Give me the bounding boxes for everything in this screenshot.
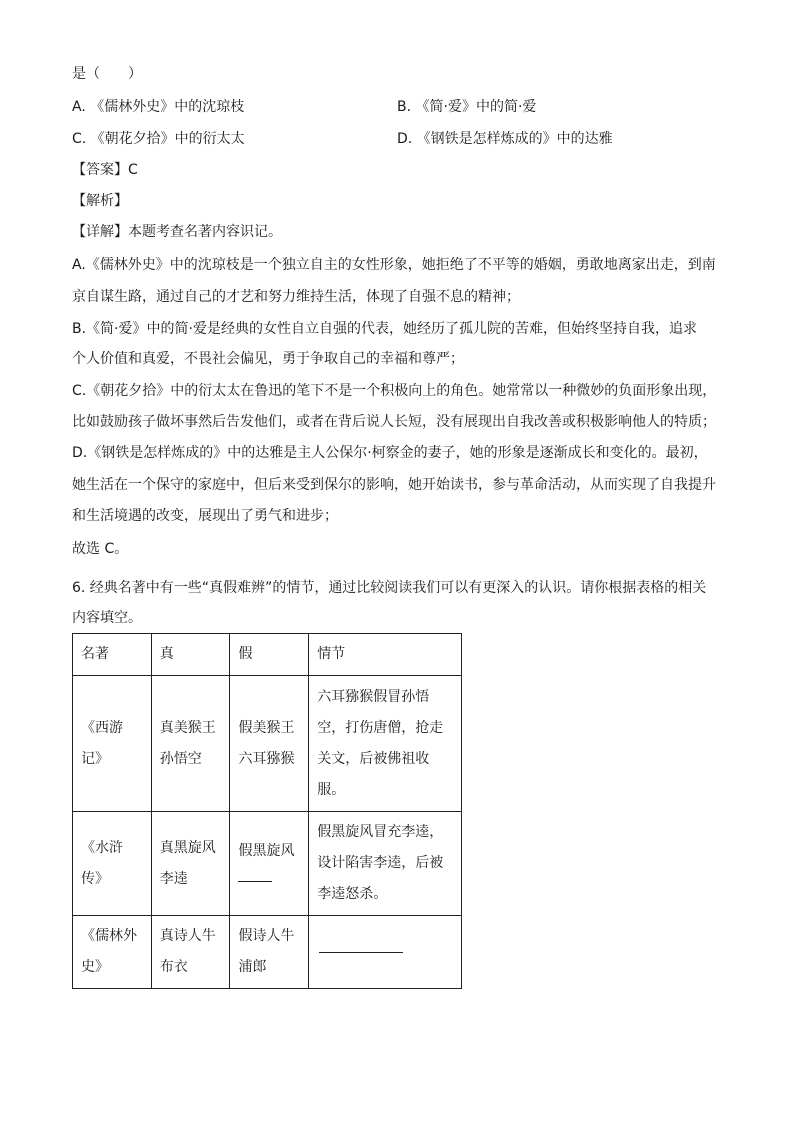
answer-line: 【答案】C: [72, 162, 138, 178]
cell-real: [151, 916, 230, 989]
cell-fake: [230, 916, 309, 989]
detail-line: 个人价值和真爱，不畏社会偏见，勇于争取自己的幸福和尊严；: [72, 351, 464, 367]
cell-text: 《儒林外: [81, 928, 137, 944]
cell-plot: [309, 916, 462, 989]
option-c: C. 《朝花夕拾》中的衍太太: [72, 131, 245, 147]
question-tail: 是（ ）: [72, 66, 142, 82]
detail-line: A.《儒林外史》中的沈琼枝是一个独立自主的女性形象，她拒绝了不平等的婚姻，勇敢地离家出走，到南: [72, 257, 716, 273]
header-cell-real: 真: [151, 634, 230, 676]
cell-text: 服。: [317, 781, 346, 798]
fill-in-table: [72, 633, 462, 989]
cell-real: [151, 812, 230, 916]
fill-in-blank[interactable]: [319, 952, 403, 953]
cell-text: 《水浒: [81, 839, 123, 856]
cell-book: [73, 812, 152, 916]
cell-text: 史》: [81, 959, 109, 975]
cell-plot: [309, 676, 462, 812]
cell-text: 孙悟空: [159, 750, 202, 767]
cell-text: 浦郎: [238, 959, 267, 975]
detail-line: 她生活在一个保守的家庭中，但后来受到保尔的影响，她开始读书，参与革命活动，从而实现了自我提升: [72, 477, 716, 493]
detail-line: 比如鼓励孩子做坏事然后告发他们，或者在背后说人长短，没有展现出自我改善或积极影响他人的特质；: [72, 414, 716, 430]
cell-fake: [230, 676, 309, 812]
detail-line: 和生活境遇的改变，展现出了勇气和进步；: [72, 508, 338, 524]
table-header-row: [73, 634, 462, 676]
question-6-line: 内容填空。: [72, 610, 142, 626]
cell-text: 设计陷害李逵，后被: [317, 855, 444, 871]
option-b: B. 《简·爱》中的简·爱: [397, 99, 537, 115]
cell-text: 《西游: [81, 719, 123, 736]
table-row: [73, 676, 462, 812]
cell-text: 真诗人牛: [159, 928, 216, 944]
table-row: [73, 812, 462, 916]
cell-book: [73, 916, 152, 989]
cell-plot: [309, 812, 462, 916]
fill-in-blank[interactable]: [238, 867, 272, 882]
cell-text: 传》: [81, 870, 109, 887]
analysis-label: 【解析】: [72, 193, 128, 209]
cell-text: 关文，后被佛祖收: [317, 750, 430, 767]
cell-fake: [230, 812, 309, 916]
cell-book: [73, 676, 152, 812]
cell-text: 六耳猕猴假冒孙悟: [317, 688, 430, 705]
cell-text: 真黑旋风: [159, 839, 216, 856]
cell-text: 李逵: [159, 870, 188, 887]
cell-text: 李逵怒杀。: [317, 886, 388, 902]
detail-line: 京自谋生路，通过自己的才艺和努力维持生活，体现了自强不息的精神；: [72, 289, 520, 305]
cell-text: 六耳猕猴: [238, 750, 295, 767]
cell-text: 假美猴王: [238, 719, 295, 736]
option-a: A. 《儒林外史》中的沈琼枝: [72, 99, 245, 115]
table-row: [73, 916, 462, 989]
detail-line: D.《钢铁是怎样炼成的》中的达雅是主人公保尔·柯察金的妻子，她的形象是逐渐成长和变化的。最初，: [72, 445, 708, 461]
option-d: D. 《钢铁是怎样炼成的》中的达雅: [397, 131, 613, 147]
conclusion: 故选 C。: [72, 541, 129, 557]
header-cell-fake: 假: [230, 634, 309, 676]
header-cell-plot: 情节: [309, 634, 462, 676]
cell-text: 假黑旋风: [238, 842, 295, 859]
cell-text: 空，打伤唐僧，抢走: [317, 719, 444, 736]
header-cell-book: 名著: [73, 634, 152, 676]
cell-text: 记》: [81, 750, 109, 767]
cell-text: 假黑旋风冒充李逵，: [317, 824, 444, 840]
cell-text: 布衣: [159, 959, 188, 975]
question-6-line: 6. 经典名著中有一些“真假难辨”的情节，通过比较阅读我们可以有更深入的认识。请你根据表格的相关: [72, 580, 707, 596]
cell-text: 真美猴王: [159, 719, 216, 736]
detail-line: C.《朝花夕拾》中的衍太太在鲁迅的笔下不是一个积极向上的角色。她常常以一种微妙的负面形象出现，: [72, 383, 717, 399]
detail-line: 【详解】本题考查名著内容识记。: [72, 224, 282, 240]
cell-real: [151, 676, 230, 812]
detail-line: B.《简·爱》中的简·爱是经典的女性自立自强的代表，她经历了孤儿院的苦难，但始终坚持自我，追求: [72, 321, 697, 337]
cell-text: 假诗人牛: [238, 928, 295, 944]
